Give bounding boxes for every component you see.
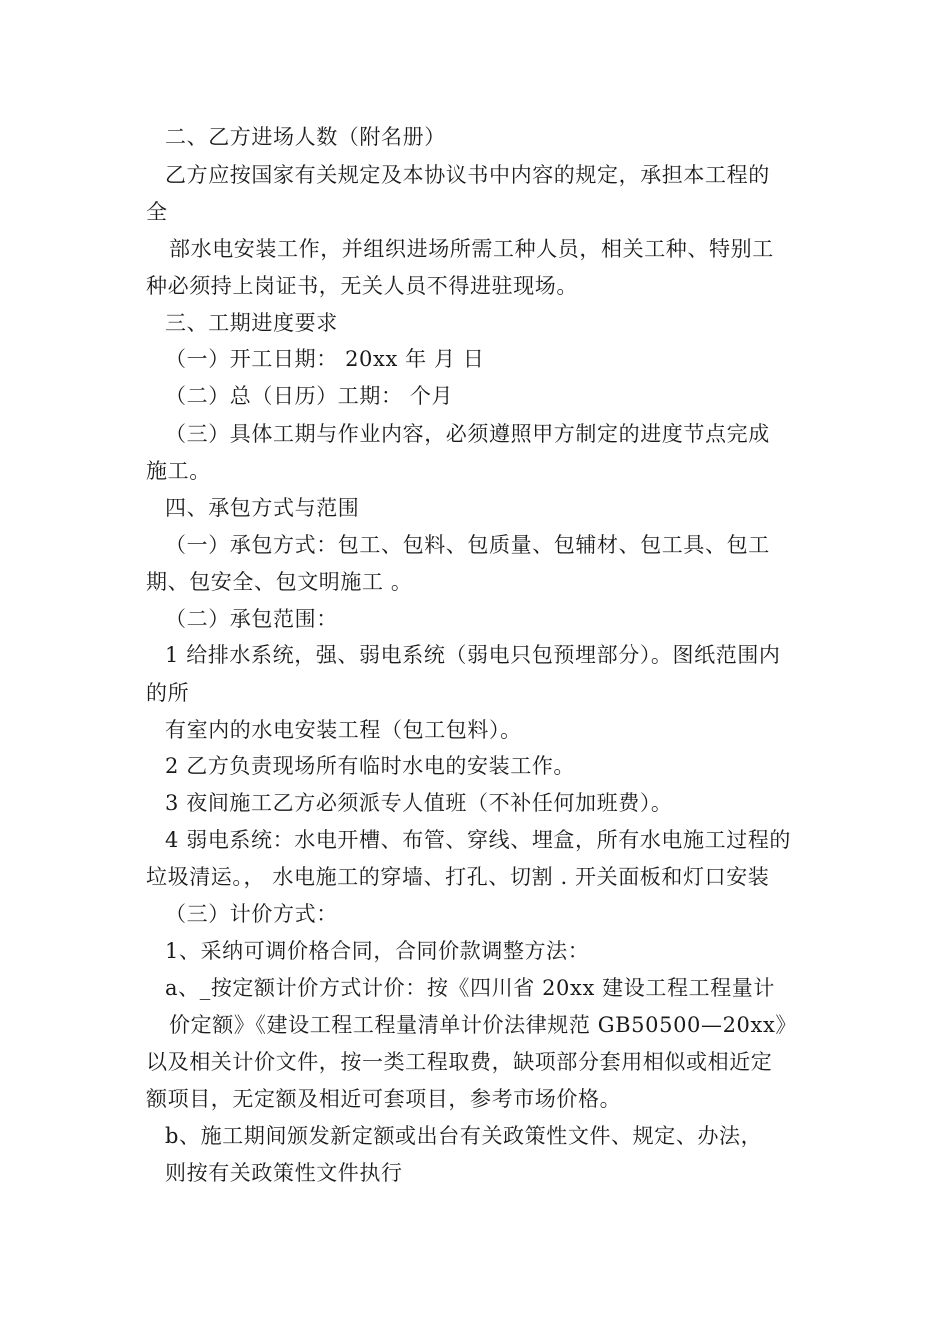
paragraph-line: 额项目，无定额及相近可套项目，参考市场价格。 [146,1087,622,1111]
paragraph-line: 施工。 [146,459,211,483]
heading-section-4: 四、承包方式与范围 [165,496,360,520]
list-item-1: 1 给排水系统，强、弱电系统（弱电只包预埋部分）。图纸范围内 [165,643,781,667]
paragraph-line: 垃圾清运。， 水电施工的穿墙、打孔、切割 . 开关面板和灯口安装 [146,865,770,889]
subheading-pricing: （三）计价方式： [165,902,338,926]
list-item-3: 3 夜间施工乙方必须派专人值班（不补任何加班费）。 [165,791,673,815]
paragraph-line: （三）具体工期与作业内容，必须遵照甲方制定的进度节点完成 [165,422,770,446]
paragraph-line: 期、包安全、包文明施工 。 [146,570,413,594]
heading-section-3: 三、工期进度要求 [165,311,338,335]
heading-section-2: 二、乙方进场人数（附名册） [165,125,446,149]
pricing-item-a: a、_按定额计价方式计价：按《四川省 20xx 建设工程工程量计 [165,976,775,1000]
paragraph-line: 乙方应按国家有关规定及本协议书中内容的规定，承担本工程的 [165,163,770,187]
paragraph-line: 的所 [146,681,190,705]
paragraph-line: 以及相关计价文件，按一类工程取费，缺项部分套用相似或相近定 [146,1050,773,1074]
pricing-item-1: 1、采纳可调价格合同，合同价款调整方法： [165,939,590,963]
paragraph-line: 有室内的水电安装工程（包工包料）。 [165,718,522,742]
paragraph-line: 则按有关政策性文件执行 [165,1161,403,1185]
list-item-2: 2 乙方负责现场所有临时水电的安装工作。 [165,754,576,778]
paragraph-line: 种必须持上岗证书，无关人员不得进驻现场。 [146,274,578,298]
paragraph-line: 全 [146,200,168,224]
start-date-line: （一）开工日期： 20xx 年 月 日 [165,347,485,371]
duration-line: （二）总（日历）工期： 个月 [165,384,454,408]
pricing-item-b: b、施工期间颁发新定额或出台有关政策性文件、规定、办法， [165,1124,763,1148]
list-item-4: 4 弱电系统：水电开槽、布管、穿线、埋盒，所有水电施工过程的 [165,828,792,852]
paragraph-line: （一）承包方式：包工、包料、包质量、包辅材、包工具、包工 [165,533,770,557]
subheading-scope: （二）承包范围： [165,607,338,631]
paragraph-line: 价定额》《建设工程工程量清单计价法律规范 GB50500—20xx》 [169,1013,797,1037]
paragraph-line: 部水电安装工作，并组织进场所需工种人员，相关工种、特别工 [169,237,774,261]
